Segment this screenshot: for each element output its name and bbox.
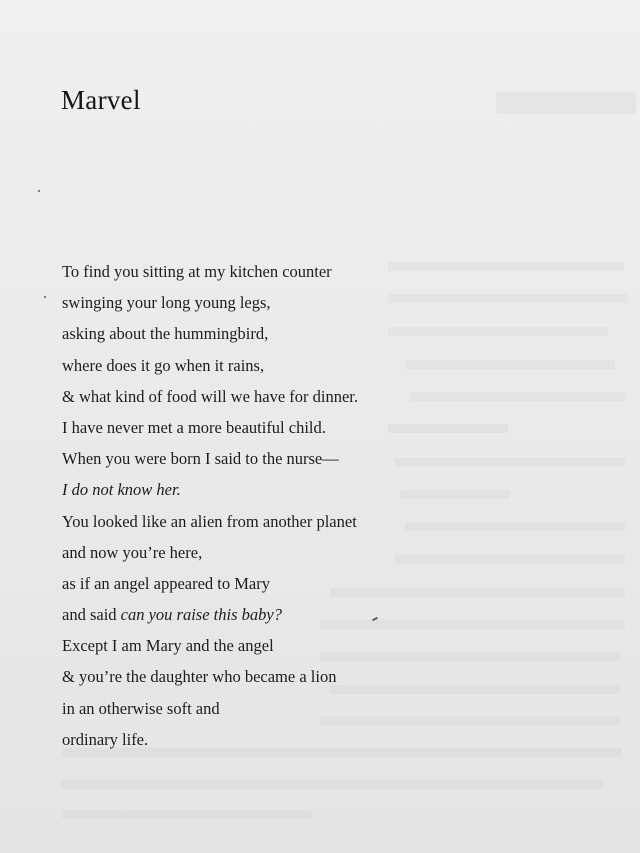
poem-line-italic-text: can you raise this baby? xyxy=(120,605,282,625)
poem-line: and now you’re here, xyxy=(62,542,203,562)
poem-line: asking about the hummingbird, xyxy=(62,324,269,344)
poem-title: Marvel xyxy=(61,85,141,115)
bleed-through-line xyxy=(62,810,312,819)
bleed-through-line xyxy=(320,620,625,629)
bleed-through-line xyxy=(388,424,508,433)
poem-line: ordinary life. xyxy=(62,729,149,749)
bleed-through-title xyxy=(496,92,636,114)
bleed-through-line xyxy=(395,555,625,564)
bleed-through-line xyxy=(388,262,624,271)
bleed-through-line xyxy=(405,360,615,369)
poem-line-text: and said xyxy=(62,605,121,625)
poem-line: & you’re the daughter who became a lion xyxy=(62,667,337,687)
poem-line: swinging your long young legs, xyxy=(62,293,271,313)
poem-line: I have never met a more beautiful child. xyxy=(62,417,326,437)
poem-line: You looked like an alien from another planet xyxy=(62,511,357,531)
poem-body xyxy=(62,256,358,755)
bleed-through-line xyxy=(330,588,625,597)
bleed-through-line xyxy=(395,458,625,467)
poem-line: Except I am Mary and the angel xyxy=(62,636,274,656)
paper-speck xyxy=(44,296,46,298)
bleed-through-line xyxy=(62,780,602,789)
bleed-through-line xyxy=(388,294,628,303)
poem-line: where does it go when it rains, xyxy=(62,355,265,375)
poem-line: in an otherwise soft and xyxy=(62,698,220,718)
bleed-through-line xyxy=(405,522,625,531)
bleed-through-line xyxy=(320,716,620,725)
poem-line: To find you sitting at my kitchen counter xyxy=(62,262,332,281)
poem-line xyxy=(62,599,358,630)
poem-line: & what kind of food will we have for dinner. xyxy=(62,386,359,406)
paper-speck xyxy=(38,190,40,192)
poem-line: as if an angel appeared to Mary xyxy=(62,573,270,593)
bleed-through-line xyxy=(410,392,625,401)
paper-speck xyxy=(372,617,378,621)
bleed-through-line xyxy=(400,490,510,499)
bleed-through-line xyxy=(330,685,620,694)
bleed-through-line xyxy=(320,652,620,661)
poem-line: When you were born I said to the nurse— xyxy=(62,449,339,469)
poem-line: I do not know her. xyxy=(62,480,181,500)
bleed-through-line xyxy=(388,327,608,336)
